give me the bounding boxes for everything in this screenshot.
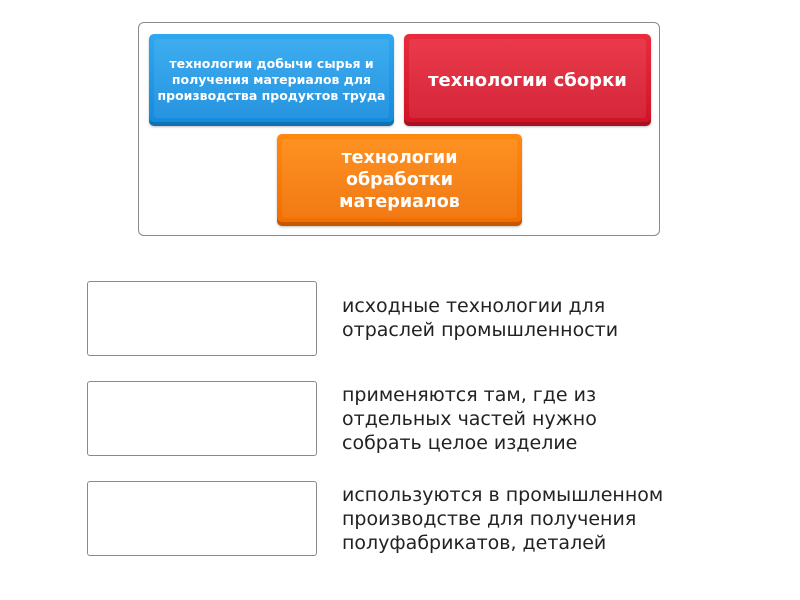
description-2: применяются там, где из отдельных частей нужно собрать целое изделие [342,384,597,454]
drop-target-3[interactable] [87,481,317,556]
tile-label: технологии обработки материалов [339,148,460,212]
description-3: используются в промышленном производстве для получения полуфабрикатов, деталей [342,484,664,554]
tile-processing-technology[interactable] [277,134,522,226]
tile-label: технологии добычи сырья и получения материалов для производства продуктов труда [157,56,386,103]
tile-label: технологии сборки [428,69,627,91]
drop-target-1[interactable] [87,281,317,356]
description-1: исходные технологии для отраслей промышленности [342,295,619,341]
tile-raw-materials-technology[interactable] [149,34,394,126]
drop-target-2[interactable] [87,381,317,456]
tile-assembly-technology[interactable] [404,34,651,126]
